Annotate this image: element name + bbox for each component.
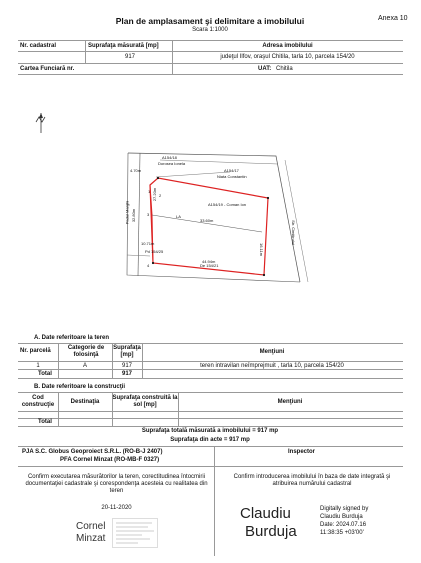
inspector-label: Inspector [288, 449, 316, 455]
dimension-label: 33.60m [200, 218, 214, 223]
address-value: judeţul Ilfov, oraşul Chitila, tarla 10, parcela 154/20 [220, 54, 355, 60]
signature-name: Claudiu [240, 505, 291, 522]
scale-label: Scara 1:1000 [192, 27, 228, 33]
uat-label: UAT: [258, 66, 272, 72]
interior-label: LA [176, 214, 181, 219]
signature-name: Minzat [76, 533, 106, 544]
street-right-label: Str. Cimitirului [290, 220, 296, 245]
table-row-category: A [82, 363, 87, 369]
dimension-label: 32.80m [131, 208, 137, 223]
signature-stamp-icon [112, 518, 158, 548]
col-mentions-header: Menţiuni [277, 399, 303, 405]
col-code-header: Cod construcţie [21, 395, 55, 408]
digital-signature-line: Digitally signed by [320, 506, 369, 512]
neighbor-label: A154/19 - Coman Ion [208, 202, 247, 207]
col-built-area-header: Suprafaţa construită la sol [mp] [112, 395, 178, 408]
point-label: 3 [147, 212, 150, 217]
table-row-area: 917 [121, 363, 132, 369]
point-label: 1 [148, 189, 151, 194]
col-parcel-header: Nr. parcelă [20, 348, 51, 354]
col-destination-header: Destinaţia [70, 399, 100, 405]
confirm-registration-text: Confirm introducerea imobilului în baza de date integrată şi atribuirea numărului cadastral [233, 474, 391, 487]
col-area-header: Suprafaţa [mp] [113, 345, 141, 358]
table-row-mentions: teren intravilan neîmprejmuit , tarla 10, parcela 154/20 [200, 363, 344, 369]
total-value: 917 [121, 371, 132, 377]
annex-label: Anexa 10 [378, 15, 408, 22]
dimension-label: 16.11m [259, 242, 265, 257]
confirm-measurement-text: Confirm executarea măsurătorilor la teren, corectitudinea întocmirii documentaţiei cadastrale şi corespondenţa acesteia cu realitatea din teren [25, 474, 208, 494]
dimension-label: 10.71m [141, 241, 155, 246]
total-label: Total [38, 371, 52, 377]
company-name: PFA Cornel Minzat (RO-MB-F 0327) [60, 457, 160, 463]
neighbor-label: De 154/21 [200, 263, 219, 268]
address-label: Adresa imobilului [262, 43, 313, 49]
table-row-parcel: 1 [36, 363, 40, 369]
signature-name: Burduja [245, 523, 297, 540]
point-label: 4 [147, 263, 150, 268]
signature-name: Cornel [76, 521, 106, 532]
col-category-header: Categorie de folosinţă [67, 345, 105, 358]
section-a-title: A. Date referitoare la teren [34, 335, 110, 341]
measured-area-label: Suprafaţa măsurată [mp] [88, 43, 159, 49]
dimension-label: 4.70m [130, 168, 142, 173]
page-title: Plan de amplasament şi delimitare a imobilului [115, 16, 305, 26]
digital-signature-line: Date: 2024.07.16 [320, 522, 367, 528]
signature-date: 20-11-2020 [101, 505, 132, 511]
neighbor-label: Niata Constantin [217, 174, 247, 179]
measured-area-value: 917 [124, 54, 135, 60]
neighbor-label: A154/17 [224, 168, 239, 173]
digital-signature-line: Claudiu Burduja [320, 514, 363, 520]
cadastral-number-label: Nr. cadastral [20, 43, 57, 49]
dimension-label: 44.94m [202, 259, 216, 264]
company-name: PJA S.C. Globus Geoproiect S.R.L. (RO-B-J 2407) [22, 449, 163, 455]
section-b-title: B. Date referitoare la construcţii [34, 384, 126, 390]
area-from-acts: Suprafaţa din acte = 917 mp [170, 437, 250, 443]
col-mentions-header: Menţiuni [259, 349, 285, 355]
total-measured-area: Suprafaţa totală măsurată a imobilului = 917 mp [141, 428, 279, 434]
digital-signature-block [320, 505, 368, 537]
point-label: 2 [159, 193, 162, 198]
dimension-label: 27.20m [152, 187, 158, 202]
total-label: Total [38, 419, 52, 425]
neighbor-label: Dorosea Ionela [158, 161, 186, 166]
neighbor-label: Pd 154/25 [145, 249, 164, 254]
neighbor-label: A154/18 [162, 155, 177, 160]
digital-signature-line: 11:38:35 +03'00' [320, 530, 364, 536]
land-book-label: Cartea Funciară nr. [20, 66, 75, 72]
street-left-label: Padul Marghi [124, 200, 130, 225]
uat-value: Chitila [276, 66, 293, 72]
